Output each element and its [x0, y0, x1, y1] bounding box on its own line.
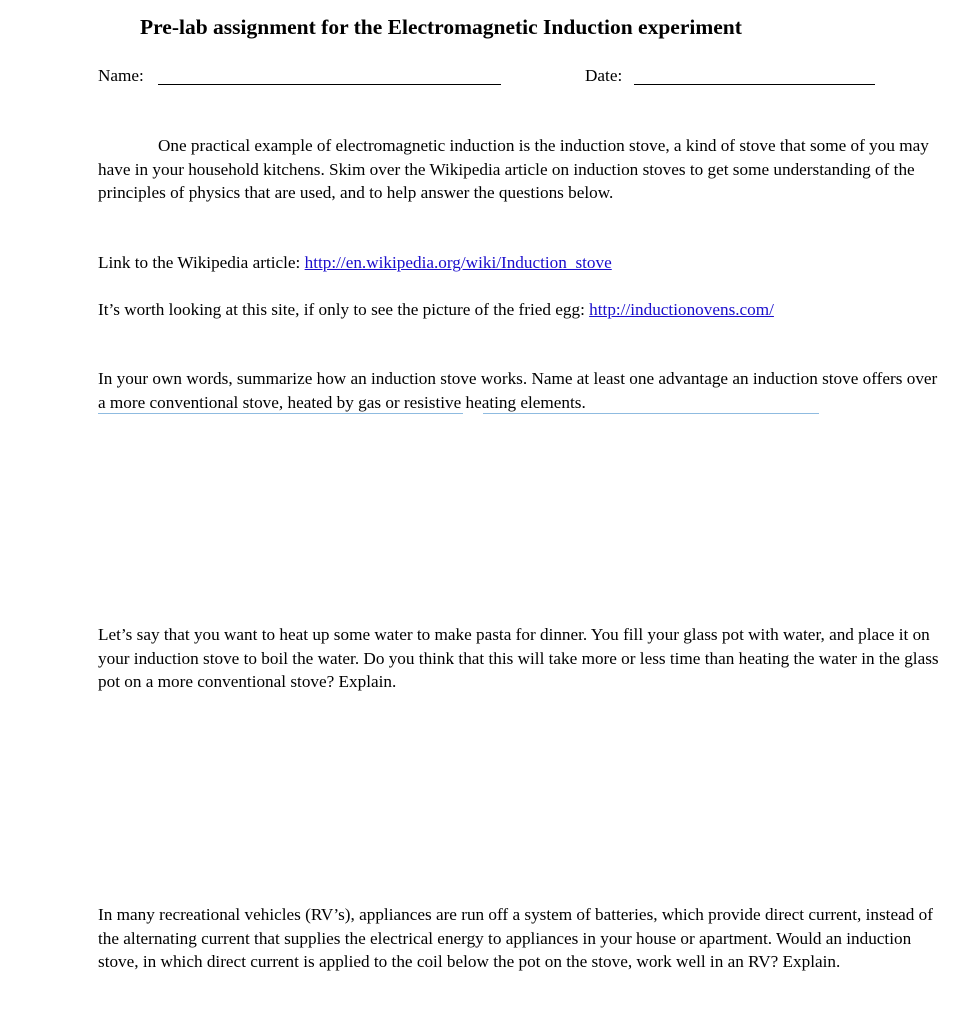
page-title: Pre-lab assignment for the Electromagnetic Induction experiment	[140, 15, 742, 39]
egg-link-line	[98, 298, 948, 322]
grammar-underline	[483, 413, 819, 414]
date-field[interactable]	[634, 64, 875, 85]
name-label: Name:	[98, 66, 144, 85]
wiki-link-line	[98, 251, 948, 275]
egg-link-prefix: It’s worth looking at this site, if only to see the picture of the fried egg:	[98, 300, 590, 319]
inductionovens-link[interactable]: http://inductionovens.com/	[589, 300, 774, 319]
name-date-row	[98, 64, 898, 90]
question-2: Let’s say that you want to heat up some water to make pasta for dinner. You fill your glass pot with water, and place it on your induction stove to boil the water. Do you think that this will take more or less time than heating the water in the glass pot on a more conventional stove? Explain.	[98, 625, 939, 691]
question-3: In many recreational vehicles (RV’s), appliances are run off a system of batteries, which provide direct current, instead of the alternating current that supplies the electrical energy to appliances in your house or apartment. Would an induction stove, in which direct current is applied to the coil below the pot on the stove, work well in an RV? Explain.	[98, 905, 933, 971]
name-field[interactable]	[158, 64, 501, 85]
intro-paragraph: One practical example of electromagnetic induction is the induction stove, a kind of stove that some of you may have in your household kitchens. Skim over the Wikipedia article on induction stoves to get some understanding of the principles of physics that are used, and to help answer the questions below.	[98, 136, 929, 202]
date-label: Date:	[585, 66, 623, 85]
question-1: In your own words, summarize how an induction stove works. Name at least one advantage an induction stove offers over a more conventional stove, heated by gas or resistive heating elements.	[98, 369, 938, 412]
wiki-link-prefix: Link to the Wikipedia article:	[98, 253, 305, 272]
grammar-underline	[98, 413, 463, 414]
wikipedia-link[interactable]: http://en.wikipedia.org/wiki/Induction_stove	[304, 253, 612, 272]
